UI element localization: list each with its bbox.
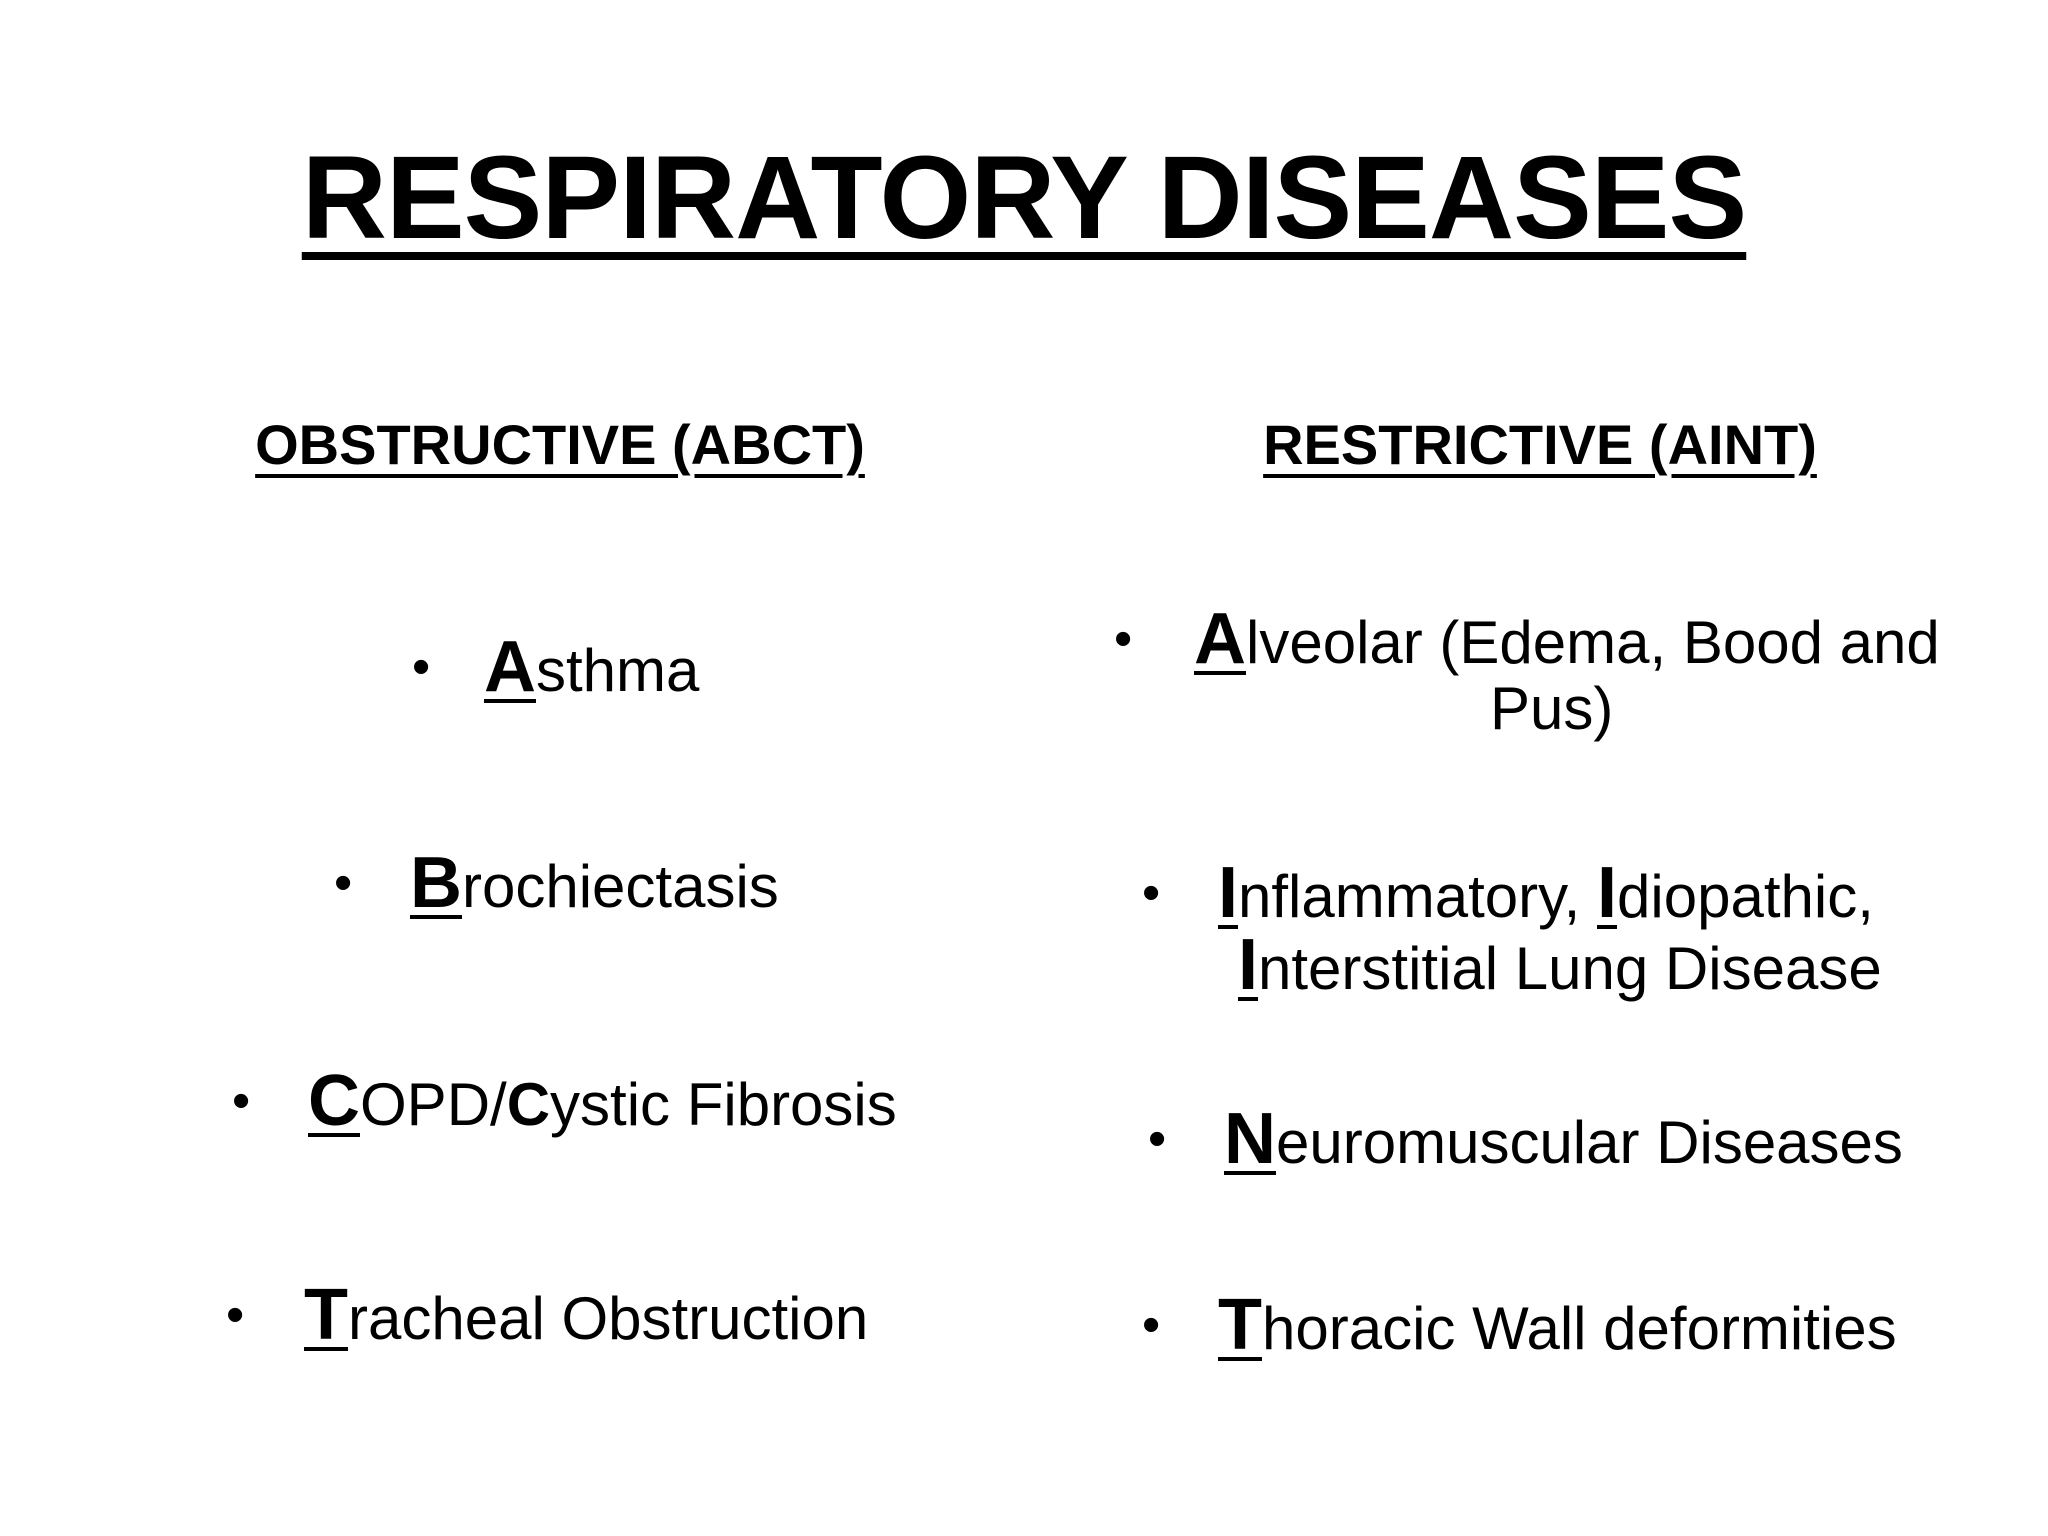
bullet-icon: • [334,854,353,912]
bullet-icon: • [1142,864,1161,922]
bullet-icon: • [232,1072,251,1130]
slide-title: RESPIRATORY DISEASES [301,132,1747,264]
obstructive-heading: OBSTRUCTIVE (ABCT) [255,413,865,476]
bullet-icon: • [226,1286,245,1344]
bullet-icon: • [1148,1110,1167,1168]
bullet-icon: • [1114,610,1133,668]
bullet-icon: • [1142,1296,1161,1354]
bullet-icon: • [412,638,431,696]
restrictive-heading: RESTRICTIVE (AINT) [1263,413,1817,476]
slide: RESPIRATORY DISEASES OBSTRUCTIVE (ABCT) RESTRICTIVE (AINT) • Asthma • Brochiectasis • COPD/Cystic Fibrosis • Tracheal Obstruction • Alveolar (Edema, Bood and Pus) • Inflammatory, Idiopathic, Interstitial Lung Disease • Neuromuscular Diseases • Thoracic Wall deformities [0,0,2048,1536]
